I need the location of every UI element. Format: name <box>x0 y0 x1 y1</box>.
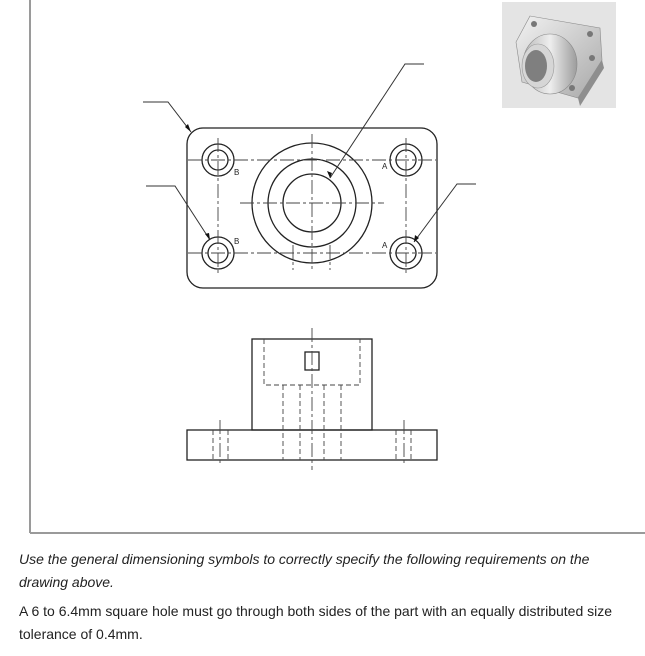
datum-label-b-lower: B <box>234 237 240 246</box>
datum-label-b-upper: B <box>234 168 240 177</box>
leader-arrows <box>185 124 419 242</box>
isometric-thumbnail <box>502 2 616 108</box>
leader-flange <box>143 102 191 132</box>
leader-hole-a <box>414 184 476 242</box>
datum-label-a-lower: A <box>382 241 388 250</box>
top-view-centerlines <box>188 134 436 275</box>
datum-label-a-upper: A <box>382 162 388 171</box>
front-view-centerlines <box>220 328 404 470</box>
thumb-bore <box>525 50 547 82</box>
leader-lines <box>143 64 476 242</box>
leader-bore <box>330 64 424 178</box>
leader-hole-b <box>146 186 210 240</box>
instruction-text: Use the general dimensioning symbols to correctly specify the following requirements on the drawing above. <box>19 551 590 590</box>
requirement-text: A 6 to 6.4mm square hole must go through both sides of the part with an equally distributed size tolerance of 0.4mm. <box>19 603 613 642</box>
